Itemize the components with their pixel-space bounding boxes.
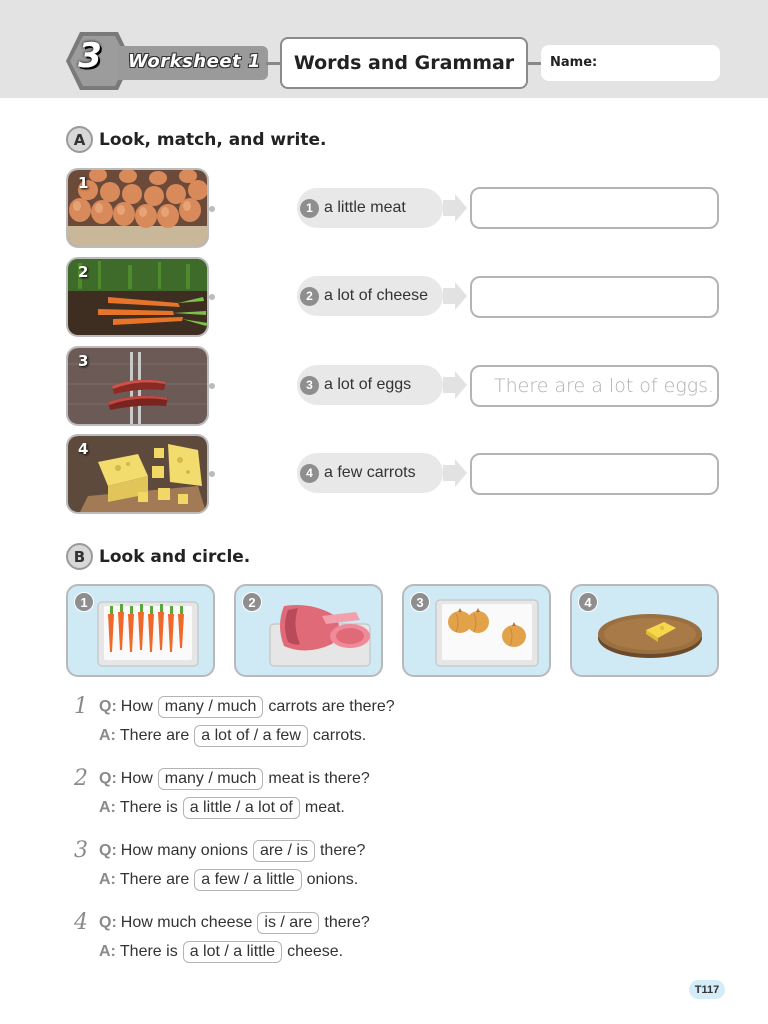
section-b-title: Look and circle. [99,546,251,567]
name-connector [528,62,542,65]
q-text-after: carrots are there? [268,698,395,715]
photo-number: 2 [78,263,89,281]
section-b-heading [66,543,250,570]
photo-number: 3 [78,352,89,370]
a-choice[interactable]: a lot / a little [183,941,282,963]
a-text-after: onions. [306,871,359,888]
answer-line [99,869,358,891]
a-text-before: There is [119,799,178,816]
photo-cheese [66,434,209,514]
q-text-before: How much cheese [120,914,253,931]
a-text-after: cheese. [287,943,344,960]
picture-number: 3 [410,592,430,612]
phrase-1[interactable] [297,188,443,228]
q-choice[interactable]: is / are [257,912,319,934]
answer-field-3[interactable] [470,365,719,407]
photo-meat [66,346,209,426]
a-text-after: meat. [304,799,345,816]
section-b-letter: B [66,543,93,570]
q-label: Q: [99,770,117,787]
q-text-before: How many onions [120,842,248,859]
meat-photo-icon [68,348,209,426]
arrow-right-icon [443,194,467,222]
a-text-before: There are [119,871,190,888]
phrase-number: 2 [300,287,319,306]
q-label: Q: [99,698,117,715]
picture-ham [234,584,383,677]
photo-carrots [66,257,209,337]
qa-number: 1 [74,694,88,719]
match-dot[interactable] [209,294,215,300]
question-line [99,840,365,862]
title-box [280,37,528,89]
q-text-after: meat is there? [268,770,370,787]
phrase-text: a lot of eggs [324,376,412,393]
arrow-right-icon [443,371,467,399]
page-title: Words and Grammar [293,52,515,74]
photo-number: 1 [78,174,89,192]
phrase-2[interactable] [297,276,443,316]
q-choice[interactable]: many / much [158,768,264,790]
question-line [99,768,370,790]
carrots-photo-icon [68,259,209,337]
worksheet-label: Worksheet 1 [128,51,261,72]
phrase-number: 1 [300,199,319,218]
phrase-3[interactable] [297,365,443,405]
q-choice[interactable]: many / much [158,696,264,718]
answer-field-1[interactable] [470,187,719,229]
cheese-photo-icon [68,436,209,514]
picture-number: 1 [74,592,94,612]
picture-onions [402,584,551,677]
phrase-4[interactable] [297,453,443,493]
phrase-text: a little meat [324,199,406,216]
answer-field-4[interactable] [470,453,719,495]
phrase-number: 4 [300,464,319,483]
q-text-after: there? [324,914,370,931]
answer-field-2[interactable] [470,276,719,318]
a-label: A: [99,871,116,888]
answer-line [99,725,366,747]
section-a-letter: A [66,126,93,153]
picture-number: 4 [578,592,598,612]
name-label: Name: [550,55,598,70]
phrase-text: a few carrots [324,464,416,481]
photo-eggs [66,168,209,248]
answer-line [99,941,343,963]
question-line [99,912,370,934]
phrase-text: a lot of cheese [324,287,429,304]
q-choice[interactable]: are / is [253,840,315,862]
answer-text: There are a lot of eggs. [494,375,715,397]
a-text-before: There are [119,727,190,744]
eggs-photo-icon [68,170,209,248]
qa-number: 3 [74,838,88,863]
match-dot[interactable] [209,206,215,212]
q-text-before: How [120,698,153,715]
qa-number: 2 [74,766,88,791]
q-text-after: there? [319,842,366,859]
arrow-right-icon [443,459,467,487]
a-label: A: [99,799,116,816]
match-dot[interactable] [209,383,215,389]
question-line [99,696,395,718]
qa-number: 4 [74,910,88,935]
arrow-right-icon [443,282,467,310]
a-text-before: There is [119,943,178,960]
phrase-number: 3 [300,376,319,395]
q-label: Q: [99,842,117,859]
q-text-before: How [120,770,153,787]
picture-cheese [570,584,719,677]
q-label: Q: [99,914,117,931]
a-label: A: [99,727,116,744]
a-choice[interactable]: a lot of / a few [194,725,308,747]
page-number: T117 [689,980,725,999]
a-label: A: [99,943,116,960]
picture-carrots [66,584,215,677]
photo-number: 4 [78,440,89,458]
section-a-heading [66,126,326,153]
picture-number: 2 [242,592,262,612]
unit-number: 3 [78,36,102,76]
a-choice[interactable]: a few / a little [194,869,301,891]
answer-line [99,797,345,819]
section-a-title: Look, match, and write. [99,129,327,150]
match-dot[interactable] [209,471,215,477]
a-text-after: carrots. [312,727,367,744]
a-choice[interactable]: a little / a lot of [183,797,300,819]
